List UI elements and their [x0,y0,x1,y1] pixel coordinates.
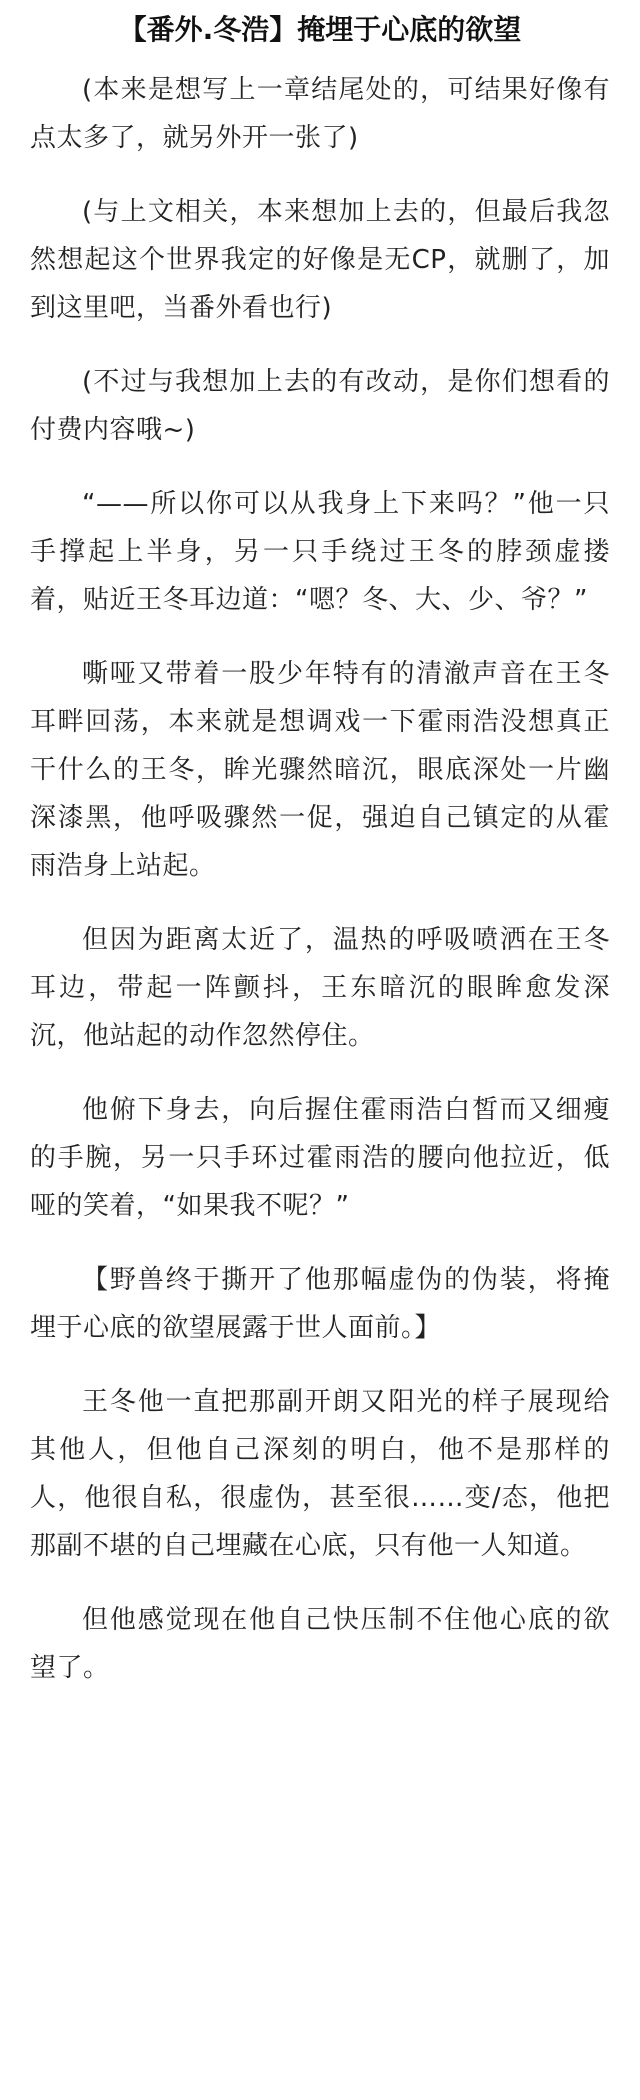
paragraph-6: 但因为距离太近了，温热的呼吸喷洒在王冬耳边，带起一阵颤抖，王东暗沉的眼眸愈发深沉，他站起的动作忽然停住。 [30,925,610,1051]
paragraph-8: 【野兽终于撕开了他那幅虚伪的伪装，将掩埋于心底的欲望展露于世人面前。】 [30,1265,610,1343]
paragraph-5: 嘶哑又带着一股少年特有的清澈声音在王冬耳畔回荡，本来就是想调戏一下霍雨浩没想真正干什么的王冬，眸光骤然暗沉，眼底深处一片幽深漆黑，他呼吸骤然一促，强迫自己镇定的从霍雨浩身上站起。 [30,659,610,881]
paragraph-3: (不过与我想加上去的有改动，是你们想看的付费内容哦~) [30,367,610,445]
paragraph-1: (本来是想写上一章结尾处的，可结果好像有点太多了，就另外开一张了) [30,75,610,153]
article-title: 【番外.冬浩】掩埋于心底的欲望 [118,13,522,46]
paragraph-2: (与上文相关，本来想加上去的，但最后我忽然想起这个世界我定的好像是无CP，就删了，加到这里吧，当番外看也行) [30,197,610,323]
paragraph-7: 他俯下身去，向后握住霍雨浩白皙而又细瘦的手腕，另一只手环过霍雨浩的腰向他拉近，低哑的笑着，“如果我不呢？” [30,1095,610,1221]
paragraph-4: “——所以你可以从我身上下来吗？”他一只手撑起上半身，另一只手绕过王冬的脖颈虚搂着，贴近王冬耳边道：“嗯？冬、大、少、爷？” [30,489,610,615]
paragraph-9: 王冬他一直把那副开朗又阳光的样子展现给其他人，但他自己深刻的明白，他不是那样的人，他很自私，很虚伪，甚至很……变/态，他把那副不堪的自己埋藏在心底，只有他一人知道。 [30,1387,610,1561]
paragraph-10: 但他感觉现在他自己快压制不住他心底的欲望了。 [30,1605,610,1683]
